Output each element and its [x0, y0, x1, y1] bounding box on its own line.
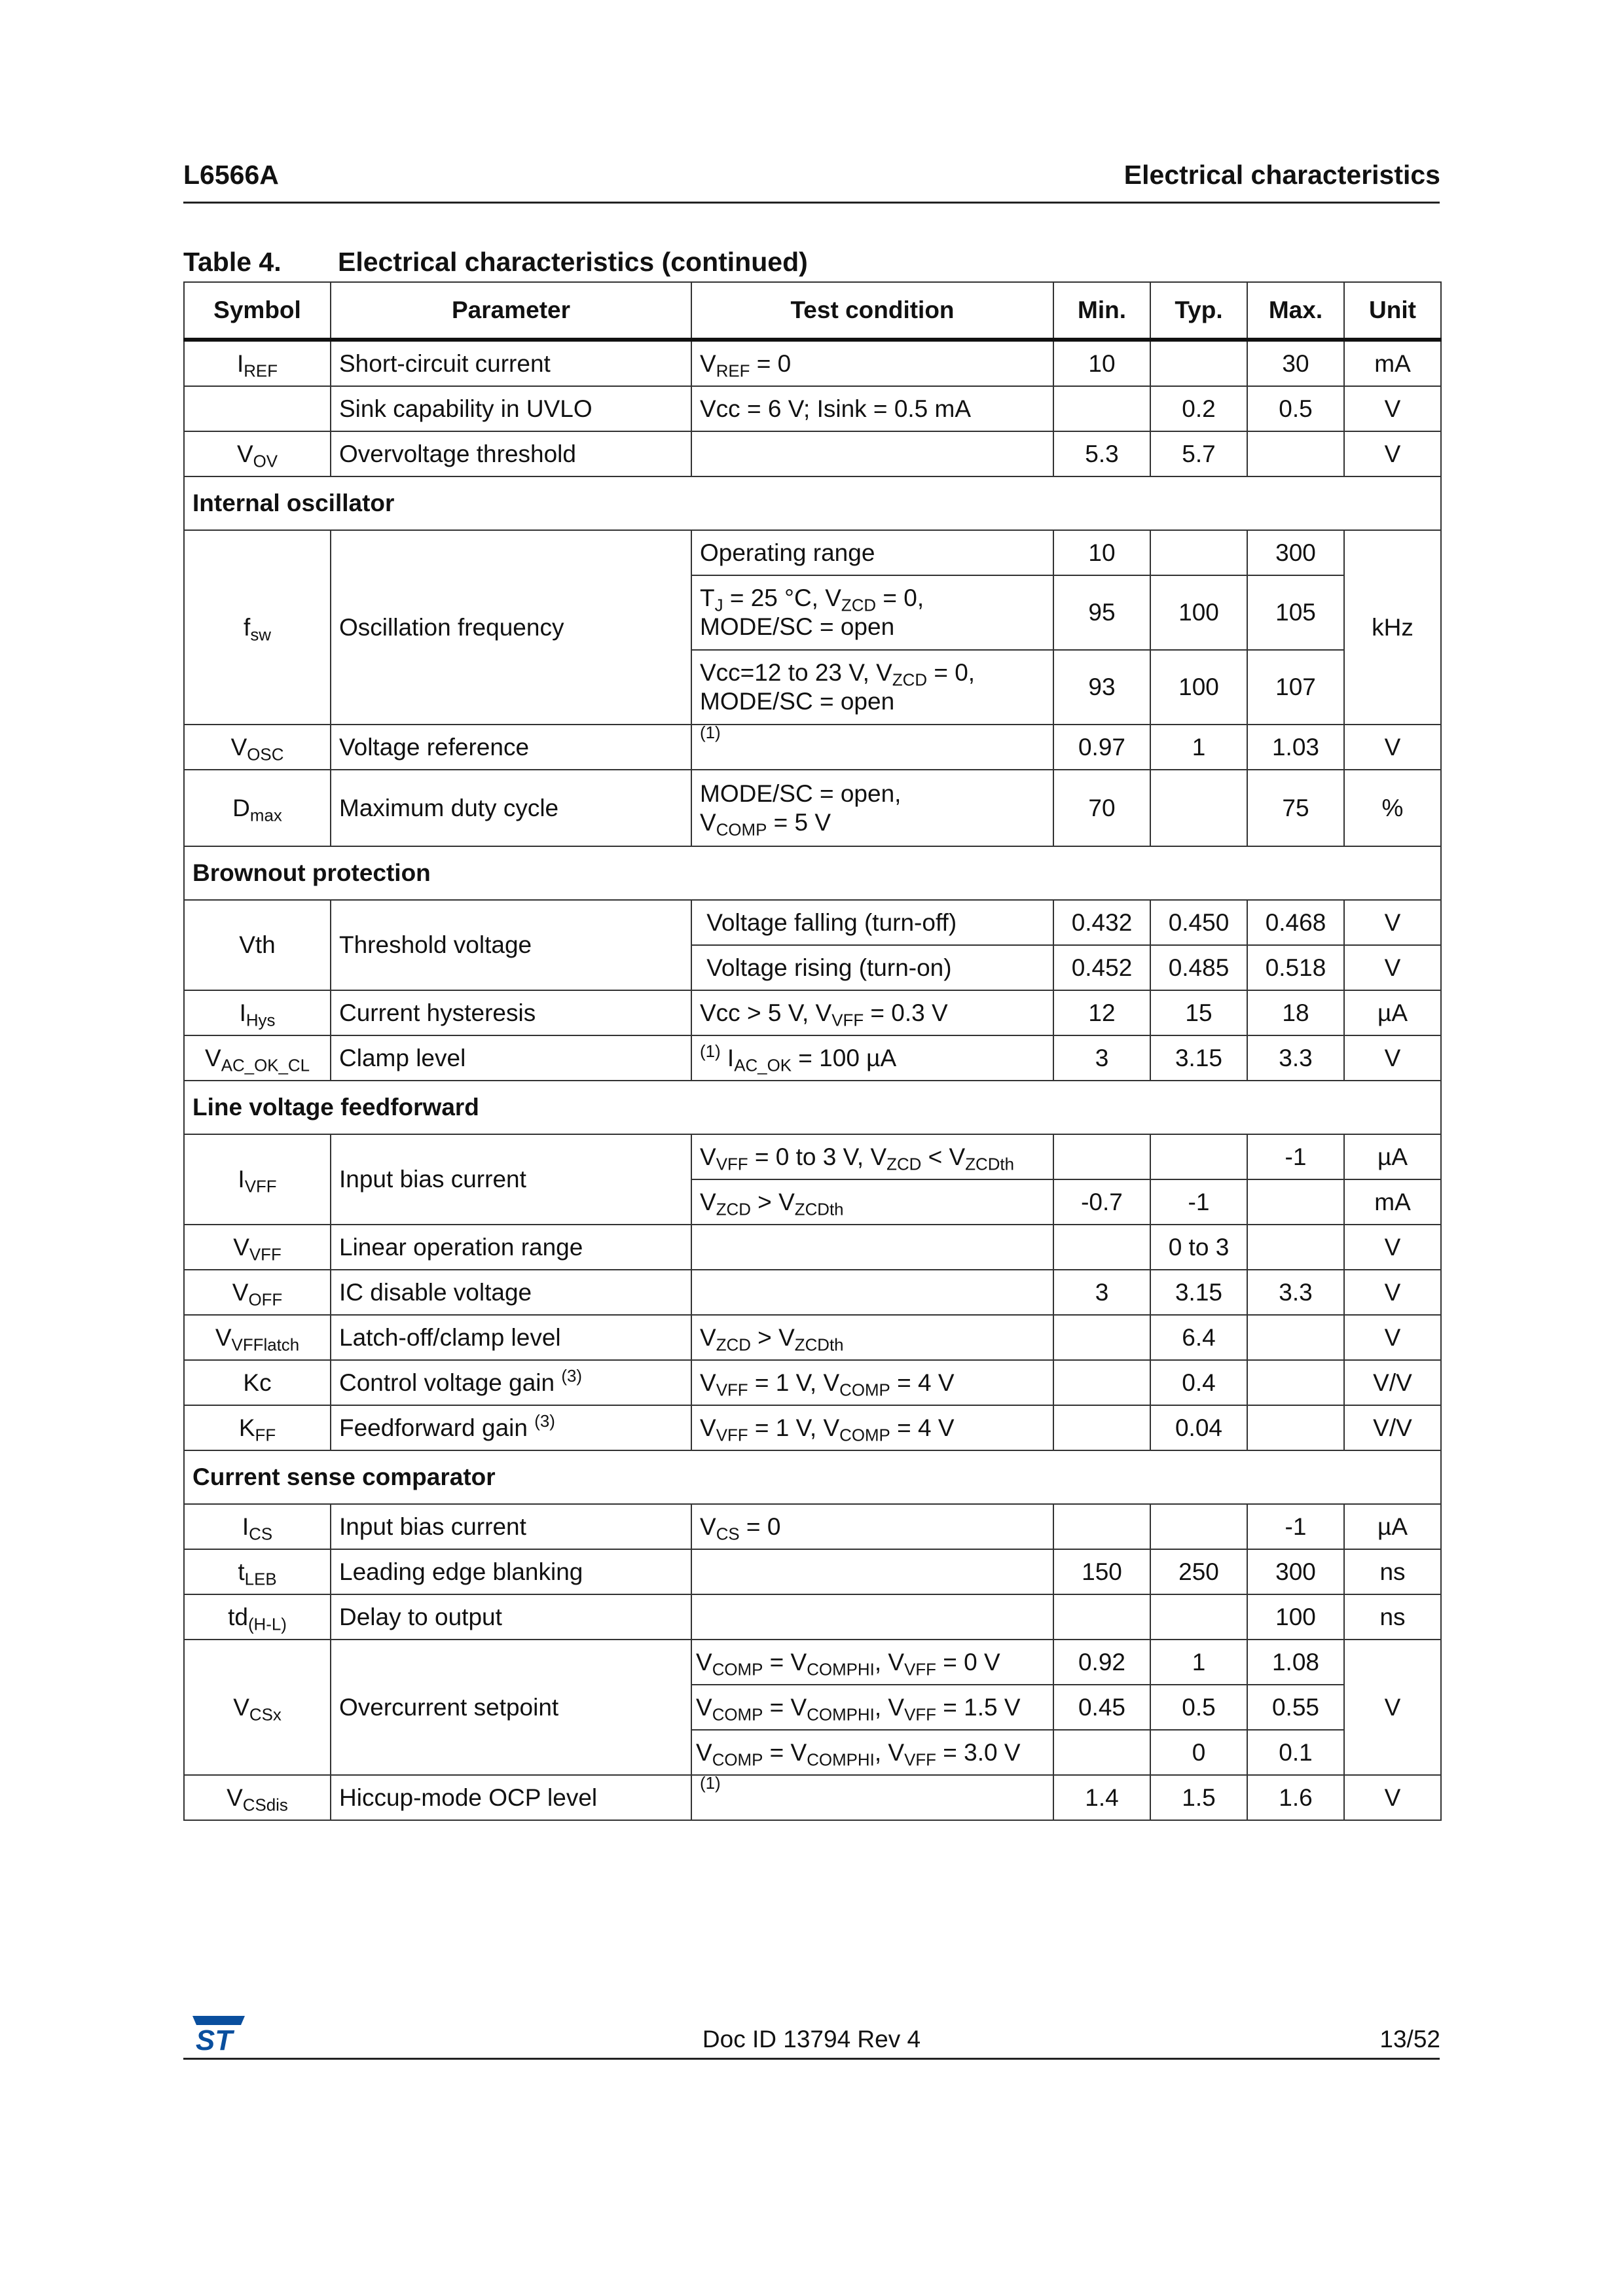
parameter-cell: Hiccup-mode OCP level — [331, 1775, 691, 1820]
max-cell: 1.6 — [1247, 1775, 1344, 1820]
table-row — [184, 990, 1441, 1035]
condition-cell: Operating range — [691, 530, 1053, 575]
parameter-cell: IC disable voltage — [331, 1270, 691, 1315]
condition-cell: MODE/SC = open, $V_{COMP} = 5$ V — [691, 770, 1053, 846]
unit-cell: V — [1344, 945, 1441, 990]
typ-cell: 0 — [1150, 1730, 1247, 1775]
typ-cell: 3.15 — [1150, 1270, 1247, 1315]
symbol-cell: $I_{Hys}$ — [184, 990, 331, 1035]
parameter-cell: Leading edge blanking — [331, 1549, 691, 1594]
table-row — [184, 1134, 1441, 1179]
header-section: Electrical characteristics — [1123, 160, 1440, 190]
condition-cell: $V_{CS} = 0$ — [691, 1504, 1053, 1549]
condition-cell — [691, 1594, 1053, 1640]
section-row — [184, 1450, 1441, 1504]
parameter-cell: Overvoltage threshold — [331, 431, 691, 476]
parameter-cell: Overcurrent setpoint — [331, 1640, 691, 1775]
min-cell: 0.92 — [1053, 1640, 1150, 1685]
min-cell: 0.452 — [1053, 945, 1150, 990]
typ-cell: 100 — [1150, 650, 1247, 725]
min-cell: 0.432 — [1053, 900, 1150, 945]
unit-cell: ns — [1344, 1594, 1441, 1640]
max-cell: -1 — [1247, 1134, 1344, 1179]
footnote-ref: (1) — [700, 723, 721, 742]
table-row — [184, 1594, 1441, 1640]
min-cell: 3 — [1053, 1270, 1150, 1315]
min-cell — [1053, 386, 1150, 431]
table-row — [184, 1640, 1441, 1685]
unit-cell: V/V — [1344, 1405, 1441, 1450]
max-cell — [1247, 1179, 1344, 1225]
parameter-cell: Delay to output — [331, 1594, 691, 1640]
typ-cell: 6.4 — [1150, 1315, 1247, 1360]
section-row — [184, 476, 1441, 530]
unit-cell: V — [1344, 1640, 1441, 1775]
typ-cell — [1150, 340, 1247, 386]
min-cell — [1053, 1405, 1150, 1450]
table-row — [184, 900, 1441, 945]
typ-cell: -1 — [1150, 1179, 1247, 1225]
section-title-current-sense-comparator: Current sense comparator — [184, 1450, 1441, 1504]
unit-cell: V — [1344, 386, 1441, 431]
table-row — [184, 431, 1441, 476]
max-cell: 300 — [1247, 1549, 1344, 1594]
unit-cell: V — [1344, 1775, 1441, 1820]
symbol-cell: $D_{max}$ — [184, 770, 331, 846]
condition-cell: Vcc > 5 V, $V_{VFF} = 0.3$ V — [691, 990, 1053, 1035]
parameter-cell: Current hysteresis — [331, 990, 691, 1035]
unit-cell: µA — [1344, 1134, 1441, 1179]
typ-cell: 0.4 — [1150, 1360, 1247, 1405]
condition-cell: Vcc = 6 V; Isink = 0.5 mA — [691, 386, 1053, 431]
parameter-cell: Feedforward gain $^{(3)}$ — [331, 1405, 691, 1450]
table-row — [184, 340, 1441, 386]
condition-cell: $^{(1)}$ $I_{AC\_OK} = 100$ µA — [691, 1035, 1053, 1081]
unit-cell: V/V — [1344, 1360, 1441, 1405]
symbol-cell: $V_{OV}$ — [184, 431, 331, 476]
footer-doc-id: Doc ID 13794 Rev 4 — [702, 2026, 921, 2053]
max-cell — [1247, 431, 1344, 476]
table-label: Table 4. — [183, 247, 282, 277]
footer-rule — [183, 2058, 1440, 2060]
min-cell — [1053, 1134, 1150, 1179]
parameter-cell: Control voltage gain $^{(3)}$ — [331, 1360, 691, 1405]
parameter-cell: Latch-off/clamp level — [331, 1315, 691, 1360]
max-cell: 300 — [1247, 530, 1344, 575]
section-row — [184, 846, 1441, 900]
max-cell: 107 — [1247, 650, 1344, 725]
max-cell: 0.5 — [1247, 386, 1344, 431]
condition-cell: $V_{REF} = 0$ — [691, 340, 1053, 386]
unit-cell: ns — [1344, 1549, 1441, 1594]
parameter-cell: Threshold voltage — [331, 900, 691, 990]
condition-cell: Voltage falling (turn-off) — [691, 900, 1053, 945]
table-row — [184, 1549, 1441, 1594]
typ-cell: 5.7 — [1150, 431, 1247, 476]
unit-cell: kHz — [1344, 530, 1441, 725]
parameter-cell: Input bias current — [331, 1134, 691, 1225]
condition-cell — [691, 725, 1053, 770]
unit-cell: V — [1344, 900, 1441, 945]
condition-cell — [691, 1775, 1053, 1820]
table-row — [184, 725, 1441, 770]
typ-cell: 15 — [1150, 990, 1247, 1035]
unit-cell: µA — [1344, 990, 1441, 1035]
max-cell: 18 — [1247, 990, 1344, 1035]
symbol-cell: $V_{AC\_OK\_CL}$ — [184, 1035, 331, 1081]
typ-cell: 250 — [1150, 1549, 1247, 1594]
col-header-max: Max. — [1247, 282, 1344, 340]
min-cell: 5.3 — [1053, 431, 1150, 476]
min-cell: 70 — [1053, 770, 1150, 846]
max-cell — [1247, 1315, 1344, 1360]
symbol-cell: $I_{REF}$ — [184, 340, 331, 386]
max-cell — [1247, 1405, 1344, 1450]
condition-cell: $V_{COMP} = V_{COMPHI}$, $V_{VFF} = 1.5$ V — [691, 1685, 1053, 1730]
parameter-cell: Oscillation frequency — [331, 530, 691, 725]
condition-cell: $T_J = 25$ °C, $V_{ZCD} = 0$, MODE/SC = open — [691, 575, 1053, 650]
symbol-cell: $f_{sw}$ — [184, 530, 331, 725]
max-cell: 3.3 — [1247, 1270, 1344, 1315]
typ-cell: 1 — [1150, 725, 1247, 770]
symbol-cell: $I_{VFF}$ — [184, 1134, 331, 1225]
typ-cell: 3.15 — [1150, 1035, 1247, 1081]
min-cell: 95 — [1053, 575, 1150, 650]
min-cell — [1053, 1594, 1150, 1640]
symbol-cell: $V_{VFFlatch}$ — [184, 1315, 331, 1360]
symbol-cell: $K_{FF}$ — [184, 1405, 331, 1450]
typ-cell: 0.2 — [1150, 386, 1247, 431]
max-cell: 3.3 — [1247, 1035, 1344, 1081]
condition-cell — [691, 1225, 1053, 1270]
footnote-ref: (1) — [700, 1042, 721, 1061]
table-row — [184, 1035, 1441, 1081]
typ-cell: 100 — [1150, 575, 1247, 650]
typ-cell: 1 — [1150, 1640, 1247, 1685]
symbol-cell: $V_{OSC}$ — [184, 725, 331, 770]
condition-cell: $V_{ZCD} > V_{ZCDth}$ — [691, 1315, 1053, 1360]
symbol-cell: $td_{(H-L)}$ — [184, 1594, 331, 1640]
footnote-ref: (3) — [561, 1367, 583, 1386]
section-title-internal-oscillator: Internal oscillator — [184, 476, 1441, 530]
min-cell — [1053, 1360, 1150, 1405]
typ-cell: 0 to 3 — [1150, 1225, 1247, 1270]
parameter-cell: Sink capability in UVLO — [331, 386, 691, 431]
min-cell: 0.45 — [1053, 1685, 1150, 1730]
condition-cell — [691, 1270, 1053, 1315]
typ-cell: 0.04 — [1150, 1405, 1247, 1450]
symbol-cell: $t_{LEB}$ — [184, 1549, 331, 1594]
parameter-cell: Linear operation range — [331, 1225, 691, 1270]
min-cell — [1053, 1504, 1150, 1549]
unit-cell: V — [1344, 1270, 1441, 1315]
min-cell: 93 — [1053, 650, 1150, 725]
symbol-cell — [184, 386, 331, 431]
unit-cell: % — [1344, 770, 1441, 846]
condition-cell — [691, 1549, 1053, 1594]
table-row — [184, 1360, 1441, 1405]
col-header-unit: Unit — [1344, 282, 1441, 340]
footnote-ref: (3) — [534, 1412, 555, 1431]
parameter-cell: Maximum duty cycle — [331, 770, 691, 846]
col-header-typ: Typ. — [1150, 282, 1247, 340]
max-cell — [1247, 1225, 1344, 1270]
unit-cell: mA — [1344, 1179, 1441, 1225]
typ-cell — [1150, 1134, 1247, 1179]
parameter-cell: Clamp level — [331, 1035, 691, 1081]
symbol-cell: Kc — [184, 1360, 331, 1405]
max-cell — [1247, 1360, 1344, 1405]
typ-cell — [1150, 1504, 1247, 1549]
condition-cell: Vcc=12 to 23 V, $V_{ZCD} = 0$, MODE/SC = open — [691, 650, 1053, 725]
condition-cell: $V_{ZCD} > V_{ZCDth}$ — [691, 1179, 1053, 1225]
unit-cell: mA — [1344, 340, 1441, 386]
max-cell: 100 — [1247, 1594, 1344, 1640]
symbol-cell: $V_{VFF}$ — [184, 1225, 331, 1270]
table-row — [184, 770, 1441, 846]
parameter-cell: Short-circuit current — [331, 340, 691, 386]
table-row — [184, 386, 1441, 431]
min-cell: 0.97 — [1053, 725, 1150, 770]
typ-cell — [1150, 770, 1247, 846]
min-cell — [1053, 1315, 1150, 1360]
min-cell: 12 — [1053, 990, 1150, 1035]
typ-cell: 0.5 — [1150, 1685, 1247, 1730]
max-cell: 105 — [1247, 575, 1344, 650]
section-title-line-voltage-feedforward: Line voltage feedforward — [184, 1081, 1441, 1134]
section-title-brownout-protection: Brownout protection — [184, 846, 1441, 900]
table-row — [184, 530, 1441, 575]
typ-cell — [1150, 530, 1247, 575]
condition-cell: $V_{COMP} = V_{COMPHI}$, $V_{VFF} = 3.0$ V — [691, 1730, 1053, 1775]
col-header-parameter: Parameter — [331, 282, 691, 340]
typ-cell: 1.5 — [1150, 1775, 1247, 1820]
table-row — [184, 1775, 1441, 1820]
condition-cell: $V_{VFF} = 1$ V, $V_{COMP} = 4$ V — [691, 1360, 1053, 1405]
max-cell: 30 — [1247, 340, 1344, 386]
min-cell: 150 — [1053, 1549, 1150, 1594]
table-row — [184, 1270, 1441, 1315]
unit-cell: µA — [1344, 1504, 1441, 1549]
header-product: L6566A — [183, 160, 279, 190]
st-logo-bar — [192, 2016, 245, 2025]
typ-cell: 0.450 — [1150, 900, 1247, 945]
min-cell: 1.4 — [1053, 1775, 1150, 1820]
symbol-cell: Vth — [184, 900, 331, 990]
symbol-cell: $I_{CS}$ — [184, 1504, 331, 1549]
unit-cell: V — [1344, 1315, 1441, 1360]
col-header-symbol: Symbol — [184, 282, 331, 340]
max-cell: 1.08 — [1247, 1640, 1344, 1685]
footnote-ref: (1) — [700, 1774, 721, 1793]
table-row — [184, 1405, 1441, 1450]
electrical-characteristics-table — [183, 281, 1442, 1821]
min-cell: 3 — [1053, 1035, 1150, 1081]
unit-cell: V — [1344, 725, 1441, 770]
typ-cell: 0.485 — [1150, 945, 1247, 990]
max-cell: 0.518 — [1247, 945, 1344, 990]
table-title: Electrical characteristics (continued) — [338, 247, 808, 277]
table-row — [184, 1504, 1441, 1549]
col-header-test-condition: Test condition — [691, 282, 1053, 340]
symbol-cell: $V_{OFF}$ — [184, 1270, 331, 1315]
min-cell: -0.7 — [1053, 1179, 1150, 1225]
max-cell: 1.03 — [1247, 725, 1344, 770]
condition-cell — [691, 431, 1053, 476]
header-rule — [183, 202, 1440, 204]
condition-cell: Voltage rising (turn-on) — [691, 945, 1053, 990]
condition-cell: $V_{VFF} = 1$ V, $V_{COMP} = 4$ V — [691, 1405, 1053, 1450]
max-cell: 0.468 — [1247, 900, 1344, 945]
unit-cell: V — [1344, 431, 1441, 476]
max-cell: -1 — [1247, 1504, 1344, 1549]
typ-cell — [1150, 1594, 1247, 1640]
table-caption — [183, 247, 808, 278]
symbol-cell: $V_{CSx}$ — [184, 1640, 331, 1775]
condition-cell: $V_{VFF} = 0$ to 3 V, $V_{ZCD} < V_{ZCDth}$ — [691, 1134, 1053, 1179]
table-header-row — [184, 282, 1441, 340]
symbol-cell: $V_{CSdis}$ — [184, 1775, 331, 1820]
max-cell: 0.55 — [1247, 1685, 1344, 1730]
min-cell — [1053, 1730, 1150, 1775]
min-cell: 10 — [1053, 530, 1150, 575]
unit-cell: V — [1344, 1225, 1441, 1270]
footer-page-number: 13/52 — [1379, 2026, 1440, 2053]
col-header-min: Min. — [1053, 282, 1150, 340]
parameter-cell: Voltage reference — [331, 725, 691, 770]
min-cell — [1053, 1225, 1150, 1270]
section-row — [184, 1081, 1441, 1134]
max-cell: 75 — [1247, 770, 1344, 846]
max-cell: 0.1 — [1247, 1730, 1344, 1775]
condition-cell: $V_{COMP} = V_{COMPHI}$, $V_{VFF} = 0$ V — [691, 1640, 1053, 1685]
unit-cell: V — [1344, 1035, 1441, 1081]
min-cell: 10 — [1053, 340, 1150, 386]
parameter-cell: Input bias current — [331, 1504, 691, 1549]
table-row — [184, 1225, 1441, 1270]
st-logo-text: ST — [195, 2024, 233, 2053]
table-row — [184, 1315, 1441, 1360]
